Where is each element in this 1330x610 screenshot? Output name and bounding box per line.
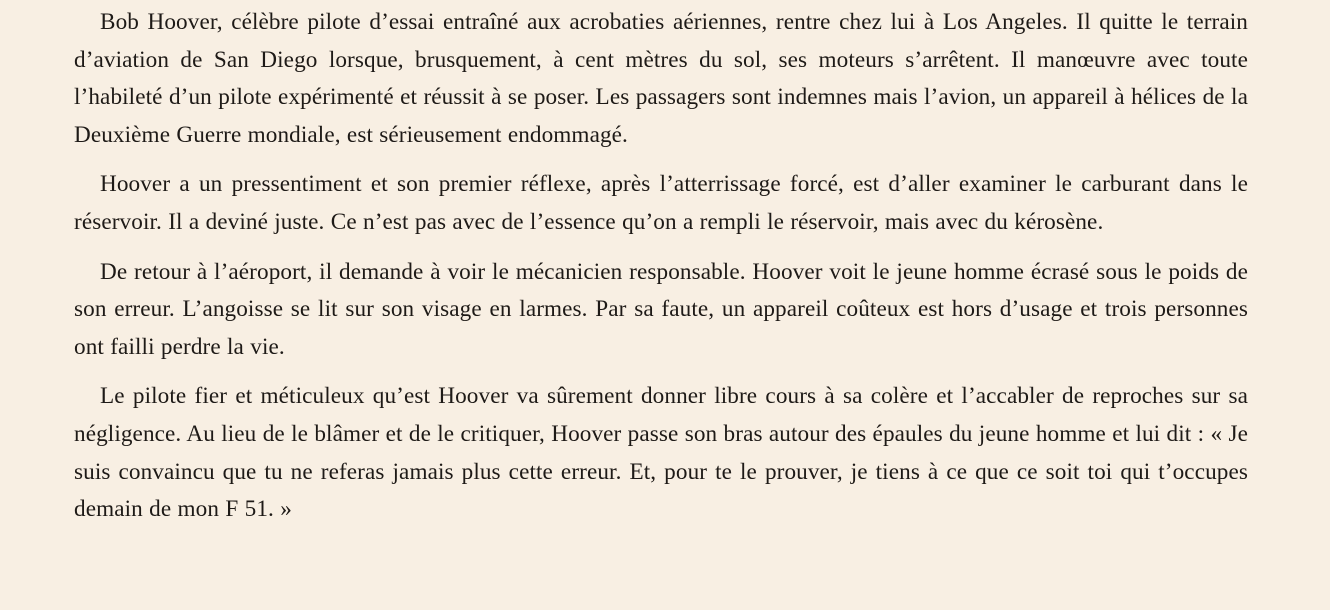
paragraph-3: De retour à l’aéroport, il demande à voir le mécanicien responsable. Hoover voit le jeune homme écrasé sous le poids de son erreur. L’angoisse se lit sur son visage en larmes. Par sa faute, un appareil coûteux est hors d’usage et trois personnes ont failli perdre la vie. bbox=[74, 258, 1248, 360]
paragraph-2: Hoover a un pressentiment et son premier réflexe, après l’atterrissage forcé, est d’aller examiner le carburant dans le réservoir. Il a deviné juste. Ce n’est pas avec de l’essence qu’on a rempli le réservoir, mais avec du kérosène. bbox=[74, 171, 1248, 235]
paragraph-4: Le pilote fier et méticuleux qu’est Hoover va sûrement donner libre cours à sa colère et l’accabler de reproches sur sa négligence. Au lieu de le blâmer et de le critiquer, Hoover passe son bras autour des épaules du jeune homme et lui dit : « Je suis convaincu que tu ne referas jamais plus cette erreur. Et, pour te le prouver, je tiens à ce que ce soit toi qui t’occupes demain de mon F 51. » bbox=[74, 383, 1248, 523]
paragraph-1: Bob Hoover, célèbre pilote d’essai entraîné aux acrobaties aériennes, rentre chez lui à Los Angeles. Il quitte le terrain d’aviation de San Diego lorsque, brusquement, à cent mètres du sol, ses moteurs s’arrêtent. Il manœuvre avec toute l’habileté d’un pilote expérimenté et réussit à se poser. Les passagers sont indemnes mais l’avion, un appareil à hélices de la Deuxième Guerre mondiale, est sérieusement endommagé. bbox=[74, 9, 1248, 148]
